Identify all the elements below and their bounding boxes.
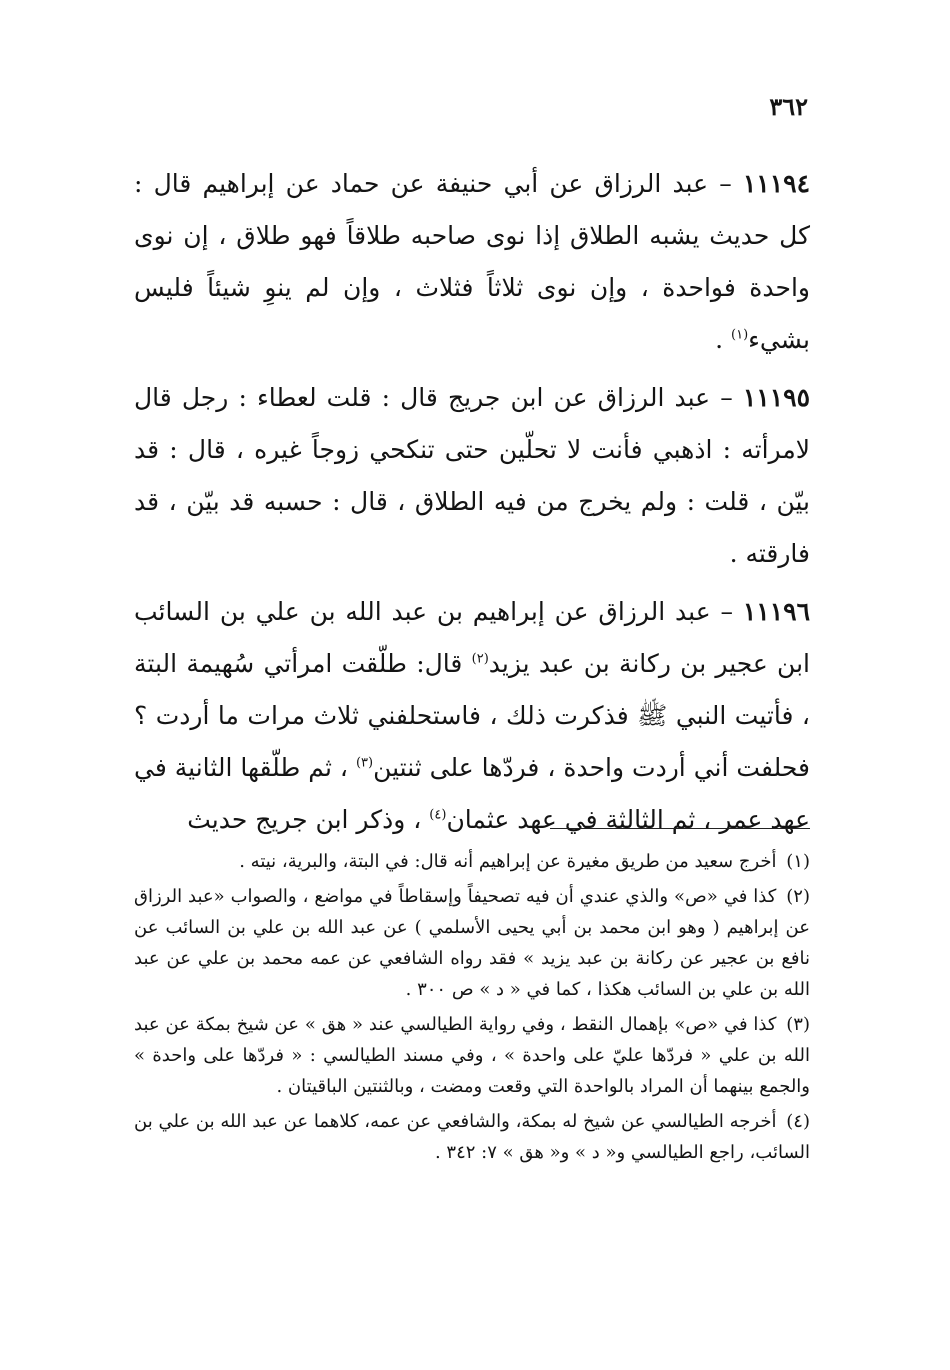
entry-text: – عبد الرزاق عن إبراهيم بن عبد الله بن علي بن السائب ابن عجير بن ركانة بن عبد يزيد bbox=[134, 597, 810, 678]
footnote-divider bbox=[550, 828, 810, 829]
footnote-ref[interactable]: (٢) bbox=[471, 651, 489, 667]
footnote-number: (٣) bbox=[786, 1014, 810, 1035]
entry-text: قال: طلّقت امرأتي سُهيمة البتة ، فأتيت النبي ﷺ فذكرت ذلك ، فاستحلفني ثلاث مرات ما أردت ؟ فحلفت أني أردت واحدة ، فردّها على ثنتين bbox=[134, 649, 810, 782]
entry-number: ١١١٩٤ bbox=[742, 169, 810, 198]
footnote-text: كذا في «ص» والذي عندي أن فيه تصحيفاً وإسقاطاً في مواضع ، والصواب «عبد الرزاق عن إبراهيم ( وهو ابن محمد بن أبي يحيى الأسلمي ) عن عبد الله بن علي بن السائب عن نافع بن عجير عن ركانة بن عبد يزيد » فقد رواه الشافعي عن عمه محمد بن علي عن عبد الله بن علي بن السائب هكذا ، كما في « د » ص ٣٠٠ . bbox=[134, 886, 810, 1000]
footnote-2 bbox=[134, 881, 810, 1005]
hadith-entry-11195 bbox=[134, 372, 810, 580]
footnote-ref[interactable]: (١) bbox=[731, 327, 749, 343]
footnote-number: (١) bbox=[786, 851, 810, 872]
entry-tail: . bbox=[715, 325, 731, 354]
entry-number: ١١١٩٦ bbox=[742, 597, 810, 626]
footnote-4 bbox=[134, 1106, 810, 1168]
entry-text: ، وذكر ابن جريج حديث bbox=[187, 805, 430, 834]
hadith-entry-11196 bbox=[134, 586, 810, 846]
page-number: ٣٦٢ bbox=[769, 92, 808, 121]
footnote-3 bbox=[134, 1009, 810, 1102]
hadith-entry-11194 bbox=[134, 158, 810, 366]
footnote-1 bbox=[134, 846, 810, 877]
entry-text: ، ثم طلّقها الثانية في عهد عمر ، ثم الثالثة في عهد عثمان bbox=[134, 753, 810, 834]
footnote-ref[interactable]: (٤) bbox=[429, 807, 447, 823]
footnote-text: أخرجه الطيالسي عن شيخ له بمكة، والشافعي عن عمه، كلاهما عن عبد الله بن علي بن السائب، راجع الطيالسي و« د » و« هق » ٧: ٣٤٢ . bbox=[134, 1111, 810, 1163]
footnote-number: (٢) bbox=[786, 886, 810, 907]
footnote-text: أخرج سعيد من طريق مغيرة عن إبراهيم أنه قال: في البتة، والبرية، نيته . bbox=[239, 851, 777, 872]
footnote-number: (٤) bbox=[786, 1111, 810, 1132]
footnote-ref[interactable]: (٣) bbox=[355, 755, 374, 771]
footnotes-section bbox=[134, 846, 810, 1172]
entry-text: – عبد الرزاق عن ابن جريج قال : قلت لعطاء : رجل قال لامرأته : اذهبي فأنت لا تحلّين حتى تنكحي زوجاً غيره ، قال : قد بيّن ، قلت : ولم يخرج من فيه الطلاق ، قال : حسبه قد بيّن ، قد فارقته . bbox=[134, 383, 810, 568]
entry-number: ١١١٩٥ bbox=[742, 383, 810, 412]
footnote-text: كذا في «ص» بإهمال النقط ، وفي رواية الطيالسي عند « هق » عن شيخ بمكة عن عبد الله بن علي « فردّها عليّ على واحدة » ، وفي مسند الطيالسي : « فردّها على واحدة » والجمع بينهما أن المراد بالواحدة التي وقعت ومضت ، وبالثنتين الباقيتان . bbox=[134, 1014, 810, 1097]
entry-text: – عبد الرزاق عن أبي حنيفة عن حماد عن إبراهيم قال : كل حديث يشبه الطلاق إذا نوى صاحبه طلاقاً فهو طلاق ، إن نوى واحدة فواحدة ، وإن نوى ثلاثاً فثلاث ، وإن لم ينوِ شيئاً فليس بشيء bbox=[134, 169, 810, 354]
